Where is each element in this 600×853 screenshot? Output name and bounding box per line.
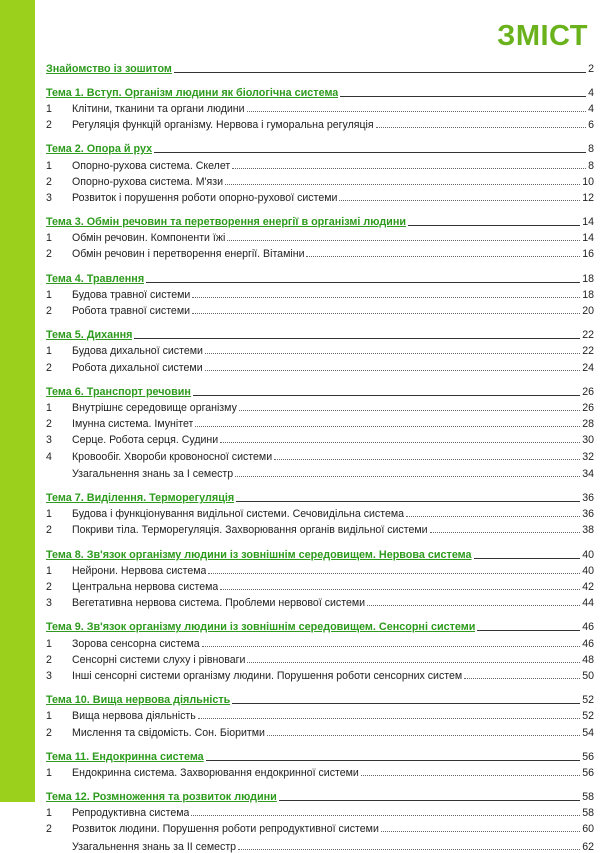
toc-page-number: 10 <box>582 175 594 188</box>
toc-leader <box>267 735 580 736</box>
toc-page-number: 4 <box>588 102 594 115</box>
toc-item-row[interactable] <box>46 414 596 430</box>
toc-item-row[interactable] <box>46 430 596 446</box>
toc-item-title: Обмін речовин. Компоненти їжі <box>72 232 226 245</box>
toc-item-title: Будова травної системи <box>72 288 191 301</box>
toc-topic-title: Тема 4. Травлення <box>46 272 145 285</box>
toc-item-row[interactable] <box>46 99 596 115</box>
toc-leader <box>340 96 586 97</box>
toc-item-row[interactable] <box>46 819 596 835</box>
toc-topic-title: Тема 9. Зв'язок організму людини із зовнішнім середовищем. Сенсорні системи <box>46 621 476 634</box>
toc-leader <box>205 370 581 371</box>
toc-topic-row[interactable] <box>46 616 596 634</box>
toc-topic-title: Тема 8. Зв'язок організму людини із зовнішнім середовищем. Нервова система <box>46 548 472 561</box>
toc-item-row[interactable] <box>46 301 596 317</box>
toc-page-number: 8 <box>588 159 594 172</box>
toc-item-row[interactable] <box>46 650 596 666</box>
toc-topic-row[interactable] <box>46 380 596 398</box>
toc-item-number: 1 <box>46 401 52 414</box>
toc-page-number: 46 <box>582 621 594 634</box>
toc-topic-row[interactable] <box>46 57 596 75</box>
toc-page-number: 44 <box>582 597 594 610</box>
toc-leader <box>206 760 581 761</box>
toc-item-number: 2 <box>46 418 52 431</box>
toc-page-number: 62 <box>582 840 594 853</box>
toc-topic-row[interactable] <box>46 138 596 156</box>
toc-topic-title: Тема 6. Транспорт речовин <box>46 385 191 398</box>
toc-item-title: Клітини, тканини та органи людини <box>72 102 245 115</box>
toc-page-number: 56 <box>582 766 594 779</box>
toc-page-number: 56 <box>582 750 594 763</box>
toc-item-number: 1 <box>46 766 52 779</box>
toc-leader <box>279 800 580 801</box>
toc-topic-row[interactable] <box>46 745 596 763</box>
toc-page-number: 58 <box>582 807 594 820</box>
table-of-contents <box>46 57 596 853</box>
toc-item-row[interactable] <box>46 561 596 577</box>
toc-item-row[interactable] <box>46 706 596 722</box>
toc-leader <box>192 313 580 314</box>
toc-page-number: 22 <box>582 345 594 358</box>
toc-item-row[interactable] <box>46 341 596 357</box>
toc-leader <box>408 225 580 226</box>
toc-page-number: 40 <box>582 548 594 561</box>
toc-item-row[interactable] <box>46 357 596 373</box>
toc-item-row[interactable] <box>46 803 596 819</box>
toc-leader <box>247 111 587 112</box>
toc-item-title: Нейрони. Нервова система <box>72 564 207 577</box>
toc-topic-row[interactable] <box>46 786 596 804</box>
toc-item-title: Робота дихальної системи <box>72 361 203 374</box>
toc-topic-title: Знайомство із зошитом <box>46 62 172 75</box>
toc-leader <box>239 410 580 411</box>
toc-topic-row[interactable] <box>46 543 596 561</box>
page-title: ЗМІСТ <box>497 20 588 52</box>
toc-item-row[interactable] <box>46 520 596 536</box>
toc-leader <box>367 605 580 606</box>
toc-item-title: Мислення та свідомість. Сон. Біоритми <box>72 726 265 739</box>
toc-leader <box>208 573 580 574</box>
toc-leader <box>339 200 580 201</box>
toc-page-number: 8 <box>588 143 594 156</box>
toc-leader <box>236 501 580 502</box>
toc-page-number: 30 <box>582 434 594 447</box>
toc-item-row[interactable] <box>46 722 596 738</box>
toc-item-row[interactable] <box>46 155 596 171</box>
toc-topic-title: Тема 5. Дихання <box>46 329 133 342</box>
toc-item-title: Вегетативна нервова система. Проблеми нервової системи <box>72 597 366 610</box>
toc-item-title: Сенсорні системи слуху і рівноваги <box>72 653 246 666</box>
toc-item-row[interactable] <box>46 172 596 188</box>
toc-leader <box>235 476 580 477</box>
toc-leader <box>146 282 580 283</box>
toc-item-title: Розвиток людини. Порушення роботи репродуктивної системи <box>72 823 379 836</box>
toc-topic-title: Тема 3. Обмін речовин та перетворення енергії в організмі людини <box>46 216 406 229</box>
toc-page-number: 46 <box>582 637 594 650</box>
toc-item-row[interactable] <box>46 228 596 244</box>
toc-page-number: 40 <box>582 564 594 577</box>
toc-page-number: 60 <box>582 823 594 836</box>
toc-topic-title: Тема 7. Виділення. Терморегуляція <box>46 492 235 505</box>
toc-item-row[interactable] <box>46 115 596 131</box>
toc-leader <box>306 256 580 257</box>
toc-summary-row[interactable] <box>46 835 596 852</box>
toc-page-number: 4 <box>588 86 594 99</box>
toc-topic-row[interactable] <box>46 324 596 342</box>
toc-topic-row[interactable] <box>46 487 596 505</box>
toc-leader <box>198 718 580 719</box>
toc-item-number: 1 <box>46 710 52 723</box>
toc-topic-title: Тема 12. Розмноження та розвиток людини <box>46 791 277 804</box>
toc-leader <box>376 127 586 128</box>
toc-page-number: 6 <box>588 119 594 132</box>
toc-leader <box>232 703 580 704</box>
toc-item-number: 1 <box>46 807 52 820</box>
toc-item-number: 2 <box>46 653 52 666</box>
toc-item-title: Серце. Робота серця. Судини <box>72 434 219 447</box>
toc-leader <box>274 459 580 460</box>
toc-item-number: 2 <box>46 248 52 261</box>
toc-topic-row[interactable] <box>46 267 596 285</box>
toc-page-number: 38 <box>582 524 594 537</box>
toc-leader <box>474 558 581 559</box>
toc-summary-row[interactable] <box>46 463 596 480</box>
toc-item-number: 2 <box>46 119 52 132</box>
toc-topic-title: Тема 11. Ендокринна система <box>46 750 204 763</box>
toc-item-number: 2 <box>46 823 52 836</box>
toc-item-number: 1 <box>46 232 52 245</box>
toc-page-number: 2 <box>588 62 594 75</box>
toc-page-number: 24 <box>582 361 594 374</box>
toc-page-number: 52 <box>582 710 594 723</box>
toc-item-row[interactable] <box>46 593 596 609</box>
toc-leader <box>220 589 580 590</box>
toc-item-row[interactable] <box>46 446 596 462</box>
toc-item-row[interactable] <box>46 285 596 301</box>
toc-item-number: 1 <box>46 564 52 577</box>
toc-page-number: 18 <box>582 272 594 285</box>
toc-item-number: 1 <box>46 159 52 172</box>
toc-leader <box>227 240 580 241</box>
toc-item-title: Узагальнення знань за ІІ семестр <box>72 840 237 853</box>
toc-leader <box>381 831 580 832</box>
toc-leader <box>191 815 580 816</box>
toc-item-number: 3 <box>46 434 52 447</box>
toc-page-number: 22 <box>582 329 594 342</box>
toc-item-title: Будова і функціонування видільної системи. Сечовидільна система <box>72 508 405 521</box>
toc-item-row[interactable] <box>46 633 596 649</box>
toc-item-title: Ендокринна система. Захворювання ендокринної системи <box>72 766 359 779</box>
toc-item-number: 2 <box>46 361 52 374</box>
toc-leader <box>477 630 580 631</box>
toc-topic-title: Тема 10. Вища нервова діяльність <box>46 694 231 707</box>
toc-leader <box>406 516 580 517</box>
toc-item-row[interactable] <box>46 577 596 593</box>
toc-page-number: 32 <box>582 450 594 463</box>
toc-item-title: Інші сенсорні системи організму людини. Порушення роботи сенсорних систем <box>72 669 463 682</box>
toc-item-row[interactable] <box>46 244 596 260</box>
toc-topic-row[interactable] <box>46 689 596 707</box>
toc-item-row[interactable] <box>46 504 596 520</box>
toc-item-number: 1 <box>46 345 52 358</box>
toc-item-row[interactable] <box>46 666 596 682</box>
toc-item-title: Кровообіг. Хвороби кровоносної системи <box>72 450 273 463</box>
toc-leader <box>220 442 580 443</box>
toc-page-number: 36 <box>582 492 594 505</box>
toc-page-number: 48 <box>582 653 594 666</box>
toc-page-number: 26 <box>582 401 594 414</box>
toc-item-number: 3 <box>46 669 52 682</box>
toc-page-number: 36 <box>582 508 594 521</box>
toc-leader <box>464 678 580 679</box>
toc-item-title: Покриви тіла. Терморегуляція. Захворювання органів видільної системи <box>72 524 428 537</box>
toc-topic-row[interactable] <box>46 81 596 99</box>
toc-page-number: 34 <box>582 467 594 480</box>
toc-item-title: Обмін речовин і перетворення енергії. Вітаміни <box>72 248 305 261</box>
toc-page-number: 28 <box>582 418 594 431</box>
toc-leader <box>247 662 580 663</box>
toc-page-number: 58 <box>582 791 594 804</box>
toc-item-title: Будова дихальної системи <box>72 345 203 358</box>
toc-item-title: Узагальнення знань за І семестр <box>72 467 234 480</box>
toc-item-title: Опорно-рухова система. М'язи <box>72 175 224 188</box>
toc-item-number: 1 <box>46 102 52 115</box>
toc-item-number: 2 <box>46 524 52 537</box>
toc-page-number: 52 <box>582 694 594 707</box>
toc-item-title: Імунна система. Імунітет <box>72 418 194 431</box>
toc-leader <box>174 72 586 73</box>
toc-page-number: 16 <box>582 248 594 261</box>
toc-leader <box>430 532 581 533</box>
toc-item-title: Регуляція функцій організму. Нервова і гуморальна регуляція <box>72 119 374 132</box>
toc-leader <box>134 338 580 339</box>
toc-page-number: 12 <box>582 191 594 204</box>
toc-leader <box>193 395 580 396</box>
toc-page-number: 14 <box>582 216 594 229</box>
toc-item-row[interactable] <box>46 398 596 414</box>
toc-item-row[interactable] <box>46 763 596 779</box>
toc-leader <box>238 849 580 850</box>
toc-item-title: Зорова сенсорна система <box>72 637 200 650</box>
toc-item-title: Розвиток і порушення роботи опорно-рухової системи <box>72 191 338 204</box>
toc-leader <box>225 184 580 185</box>
toc-page-number: 54 <box>582 726 594 739</box>
toc-leader <box>205 353 580 354</box>
toc-item-title: Центральна нервова система <box>72 581 219 594</box>
toc-page-number: 14 <box>582 232 594 245</box>
toc-item-row[interactable] <box>46 188 596 204</box>
toc-item-number: 2 <box>46 581 52 594</box>
toc-leader <box>202 646 581 647</box>
toc-item-number: 2 <box>46 175 52 188</box>
toc-leader <box>195 426 580 427</box>
toc-item-number: 1 <box>46 637 52 650</box>
toc-item-title: Внутрішнє середовище організму <box>72 401 237 414</box>
toc-topic-title: Тема 2. Опора й рух <box>46 143 153 156</box>
toc-item-number: 4 <box>46 450 52 463</box>
toc-leader <box>154 152 586 153</box>
toc-item-title: Робота травної системи <box>72 305 191 318</box>
toc-item-number: 1 <box>46 288 52 301</box>
toc-item-number: 2 <box>46 305 52 318</box>
toc-item-title: Репродуктивна система <box>72 807 190 820</box>
toc-page-number: 18 <box>582 288 594 301</box>
toc-item-number: 3 <box>46 191 52 204</box>
toc-topic-title: Тема 1. Вступ. Організм людини як біологічна система <box>46 86 339 99</box>
toc-item-number: 1 <box>46 508 52 521</box>
green-margin-bar <box>0 0 35 802</box>
toc-topic-row[interactable] <box>46 211 596 229</box>
toc-leader <box>232 168 586 169</box>
toc-leader <box>361 775 580 776</box>
toc-page-number: 20 <box>582 305 594 318</box>
toc-item-number: 2 <box>46 726 52 739</box>
toc-item-title: Вища нервова діяльність <box>72 710 196 723</box>
toc-page-number: 26 <box>582 385 594 398</box>
toc-page-number: 42 <box>582 581 594 594</box>
toc-item-number: 3 <box>46 597 52 610</box>
toc-page-number: 50 <box>582 669 594 682</box>
toc-item-title: Опорно-рухова система. Скелет <box>72 159 231 172</box>
toc-leader <box>192 297 580 298</box>
